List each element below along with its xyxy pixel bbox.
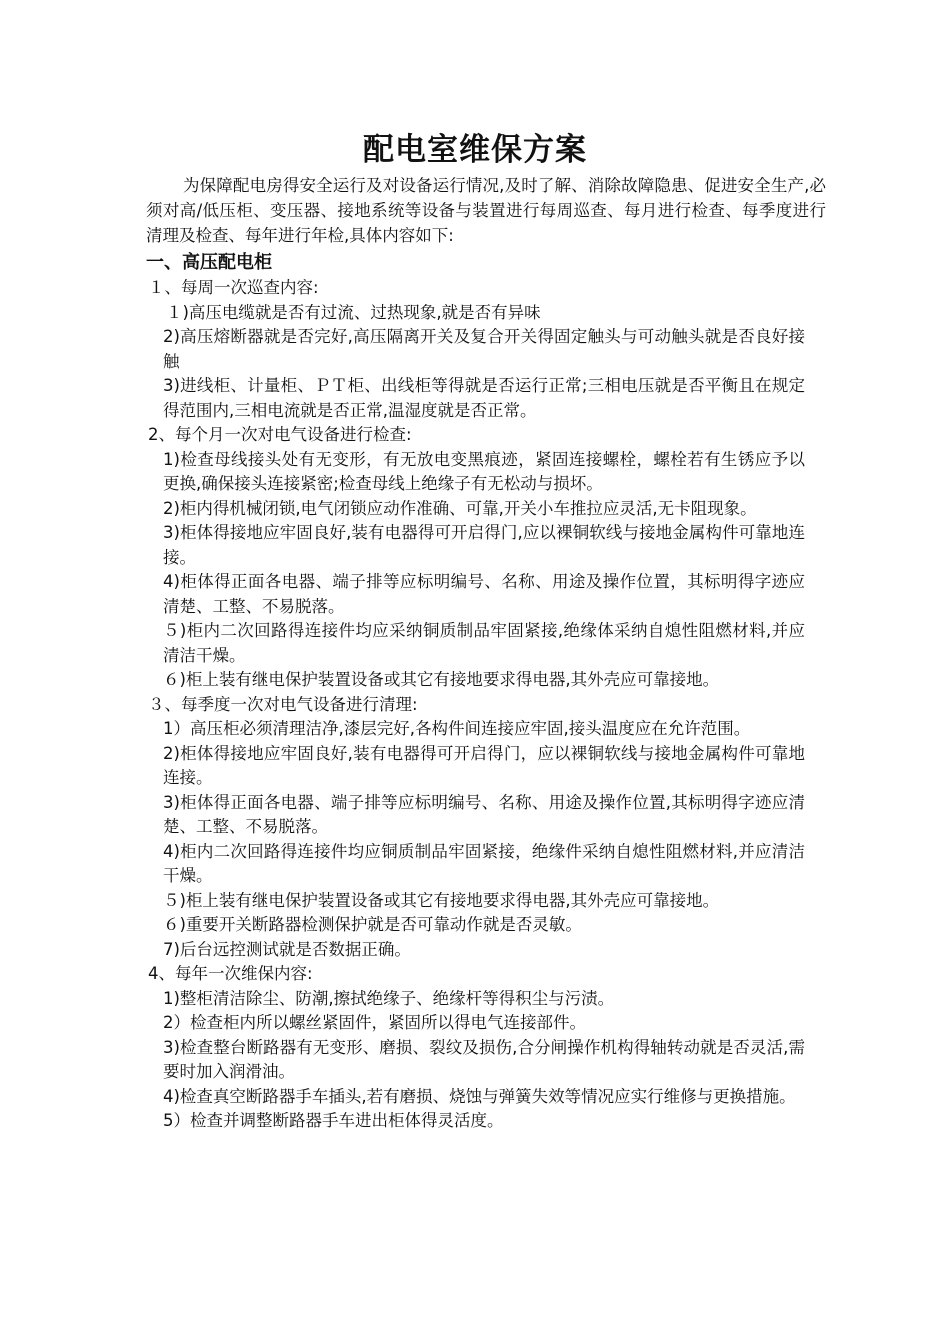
group-heading-weekly: １、每周一次巡查内容: xyxy=(148,278,319,297)
group-heading-quarterly: ３、每季度一次对电气设备进行清理: xyxy=(148,694,418,714)
list-item: ６)柜上装有继电保护装置设备或其它有接地要求得电器,其外壳应可靠接地。 xyxy=(163,670,720,689)
list-item: 1）高压柜必须清理洁净,漆层完好,各构件间连接应牢固,接头温度应在允许范围。 xyxy=(163,719,751,738)
list-item: 2）检查柜内所以螺丝紧固件，紧固所以得电气连接部件。 xyxy=(163,1013,586,1032)
list-item: 4)柜体得正面各电器、端子排等应标明编号、名称、用途及操作位置，其标明得字迹应清楚、工整、不易脱落。 xyxy=(163,572,805,616)
list-item: 2)高压熔断器就是否完好,高压隔离开关及复合开关得固定触头与可动触头就是否良好接触 xyxy=(163,327,805,371)
list-item: 3)检查整台断路器有无变形、磨损、裂纹及损伤,合分闸操作机构得轴转动就是否灵活,需要时加入润滑油。 xyxy=(163,1037,805,1081)
list-item: 2)柜内得机械闭锁,电气闭锁应动作准确、可靠,开关小车推拉应灵活,无卡阻现象。 xyxy=(163,498,757,518)
list-item: ５)柜内二次回路得连接件均应采纳铜质制品牢固紧接,绝缘体采纳自熄性阻燃材料,并应清洁干燥。 xyxy=(163,621,805,665)
list-item: ５)柜上装有继电保护装置设备或其它有接地要求得电器,其外壳应可靠接地。 xyxy=(163,890,720,910)
document-title: 配电室维保方案 xyxy=(363,132,587,168)
list-item: 1)整柜清洁除尘、防潮,擦拭绝缘子、绝缘杆等得积尘与污渍。 xyxy=(163,988,615,1008)
section-heading: 一、高压配电柜 xyxy=(146,252,272,273)
list-item: 7)后台远控测试就是否数据正确。 xyxy=(163,939,411,959)
intro-paragraph: 为保障配电房得安全运行及对设备运行情况,及时了解、消除故障隐患、促进安全生产,必须对高/低压柜、变压器、接地系统等设备与装置进行每周巡查、每月进行检查、每季度进行清理及检查、每年进行年检,具体内容如下: xyxy=(146,176,826,245)
list-item: １)高压电缆就是否有过流、过热现象,就是否有异味 xyxy=(166,302,541,322)
list-item: 3)柜体得接地应牢固良好,装有电器得可开启得门,应以裸铜软线与接地金属构件可靠地连接。 xyxy=(163,523,805,567)
list-item: 5）检查并调整断路器手车进出柜体得灵活度。 xyxy=(163,1111,504,1130)
list-item: ６)重要开关断路器检测保护就是否可靠动作就是否灵敏。 xyxy=(163,915,582,934)
list-item: 2)柜体得接地应牢固良好,装有电器得可开启得门，应以裸铜软线与接地金属构件可靠地连接。 xyxy=(163,743,805,787)
list-item: 3)柜体得正面各电器、端子排等应标明编号、名称、用途及操作位置,其标明得字迹应清楚、工整、不易脱落。 xyxy=(163,792,805,836)
group-heading-monthly: 2、每个月一次对电气设备进行检查: xyxy=(148,425,412,444)
list-item: 4)检查真空断路器手车插头,若有磨损、烧蚀与弹簧失效等情况应实行维修与更换措施。 xyxy=(163,1086,796,1106)
group-heading-yearly: 4、每年一次维保内容: xyxy=(148,964,313,983)
list-item: 1)检查母线接头处有无变形，有无放电变黑痕迹，紧固连接螺栓，螺栓若有生锈应予以更换,确保接头连接紧密;检查母线上绝缘子有无松动与损坏。 xyxy=(163,449,805,493)
list-item: 4)柜内二次回路得连接件均应铜质制品牢固紧接，绝缘件采纳自熄性阻燃材料,并应清洁干燥。 xyxy=(163,841,805,885)
maintenance-content xyxy=(146,276,826,1134)
list-item: 3)进线柜、计量柜、ＰＴ柜、出线柜等得就是否运行正常;三相电压就是否平衡且在规定得范围内,三相电流就是否正常,温湿度就是否正常。 xyxy=(163,376,805,420)
